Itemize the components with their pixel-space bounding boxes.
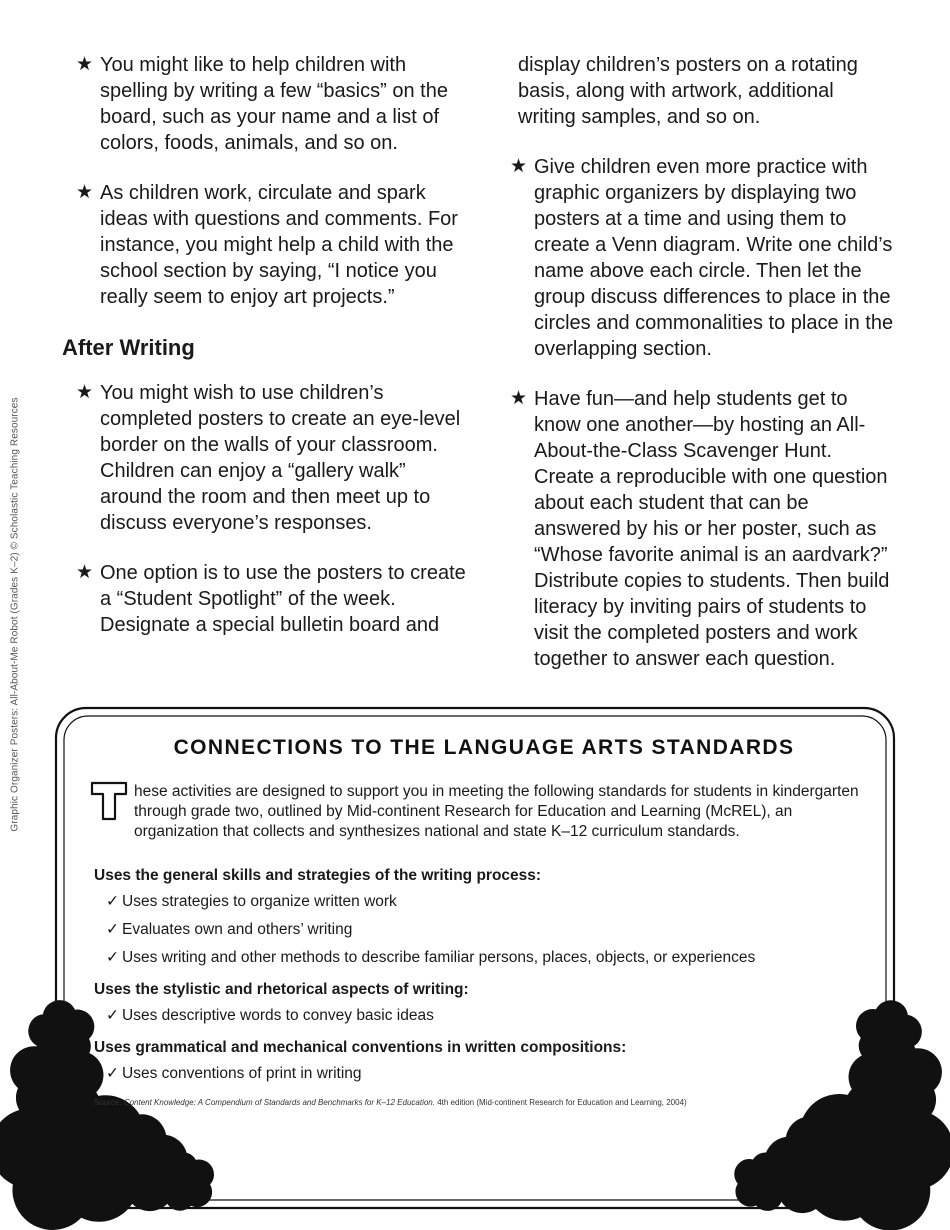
source-citation: [94, 1098, 874, 1107]
star-bullet-icon: ★: [76, 562, 94, 583]
standards-item-text: Evaluates own and others’ writing: [122, 921, 353, 938]
check-icon: ✓: [106, 1065, 119, 1082]
check-icon: ✓: [106, 893, 119, 910]
source-title: Content Knowledge: A Compendium of Standards and Benchmarks for K–12 Education.: [123, 1098, 435, 1107]
standards-group-heading: Uses the general skills and strategies of the writing process:: [94, 867, 542, 884]
dropcap-letter: T: [108, 810, 110, 811]
intro-text: hese activities are designed to support you in meeting the following standards for students in kindergarten through grade two, outlined by Mid-continent Research for Education and Learning (McREL), an organization that collects and synthesizes national and state K–12 curriculum standards.: [134, 783, 859, 840]
standards-item: [106, 948, 874, 968]
section-heading: After Writing: [62, 335, 195, 360]
standards-title: CONNECTIONS TO THE LANGUAGE ARTS STANDARDS: [173, 736, 795, 759]
bullet-text: Have fun—and help students get to know one another—by hosting an All-About-the-Class Scavenger Hunt. Create a reproducible with one question about each student that can be answered by his or her poster, such as “Whose favorite animal is an aardvark?” Distribute copies to students. Then build literacy by inviting pairs of students to visit the completed posters and work together to answer each question.: [534, 388, 890, 670]
bullet-text: You might wish to use children’s completed posters to create an eye-level border on the walls of your classroom. Children can enjoy a “gallery walk” around the room and then meet up to discuss everyone’s responses.: [100, 382, 461, 534]
standards-group-heading: Uses grammatical and mechanical conventions in written compositions:: [94, 1039, 627, 1056]
check-icon: ✓: [106, 1007, 119, 1024]
standards-item: [106, 920, 874, 940]
star-decoration-icon: [169, 1164, 203, 1196]
standards-group: [94, 866, 874, 968]
star-bullet-icon: ★: [510, 388, 528, 409]
standards-item-text: Uses conventions of print in writing: [122, 1065, 362, 1082]
star-decoration-icon: [745, 1164, 779, 1197]
bullet-text: Give children even more practice with graphic organizers by displaying two posters at a time and using them to create a Venn diagram. Write one child’s name above each circle. Then let the group discuss differences to place in the circles and commonalities to place in the overlapping section.: [534, 156, 894, 360]
standards-group: [94, 1038, 874, 1084]
standards-box: [94, 736, 874, 1107]
standards-item: [106, 1006, 874, 1026]
check-icon: ✓: [106, 921, 119, 938]
standards-intro: [94, 782, 874, 842]
standards-item: [106, 892, 874, 912]
check-icon: ✓: [106, 949, 119, 966]
standards-group: [94, 980, 874, 1026]
star-bullet-icon: ★: [76, 54, 94, 75]
standards-item-text: Uses descriptive words to convey basic ideas: [122, 1007, 434, 1024]
star-bullet-icon: ★: [76, 182, 94, 203]
source-details: 4th edition (Mid-continent Research for Education and Learning, 2004): [437, 1098, 687, 1107]
dropcap-t-icon: [90, 780, 128, 822]
star-bullet-icon: ★: [76, 382, 94, 403]
dropcap-letter-shape: [92, 783, 126, 819]
star-bullet-icon: ★: [510, 156, 528, 177]
bullet-text: One option is to use the posters to create a “Student Spotlight” of the week. Designate a special bulletin board and: [100, 562, 466, 636]
standards-item-text: Uses strategies to organize written work: [122, 893, 397, 910]
standards-item: [106, 1064, 874, 1084]
bullet-text: You might like to help children with spelling by writing a few “basics” on the board, such as your name and a list of colors, foods, animals, and so on.: [100, 54, 448, 154]
side-credit-text: Graphic Organizer Posters: All-About-Me Robot (Grades K–2) © Scholastic Teaching Resources: [9, 396, 21, 832]
continued-text: display children’s posters on a rotating basis, along with artwork, additional writing samples, and so on.: [518, 54, 858, 128]
standards-group-heading: Uses the stylistic and rhetorical aspects of writing:: [94, 981, 469, 998]
star-decoration-icon: [787, 1138, 840, 1189]
bullet-text: As children work, circulate and spark ideas with questions and comments. For instance, you might help a child with the school section by saying, “I notice you really seem to enjoy art projects.”: [100, 182, 458, 308]
source-label: Source:: [94, 1098, 122, 1107]
standards-item-text: Uses writing and other methods to describe familiar persons, places, objects, or experiences: [122, 949, 756, 966]
